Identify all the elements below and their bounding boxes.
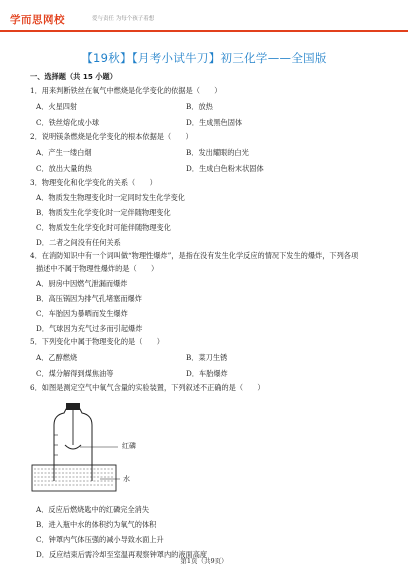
- question-stem: 4．在消防知识中有一个词叫做“物理性爆炸”，是指在没有发生化学反应的情况下发生的爆炸，下列各项: [30, 251, 359, 260]
- page-header: [0, 0, 408, 34]
- option: A．厨房中因燃气泄漏而爆炸: [36, 278, 128, 288]
- option: D．反应结束后需冷却至室温再观察钟罩内的液面高度: [36, 549, 208, 559]
- option-row: [30, 349, 390, 366]
- option: B．放热: [186, 101, 213, 111]
- option-row: [30, 115, 390, 132]
- option: A．物质发生物理变化时一定同时发生化学变化: [36, 192, 185, 202]
- option: B．进入瓶中水的体积约为氧气的体积: [36, 519, 157, 529]
- option: C．放出大量的热: [36, 164, 92, 174]
- brand-slogan: 爱与责任 为每个孩子着想: [92, 16, 155, 22]
- page-number: 第1页（共9页）: [180, 557, 228, 565]
- question-stem: 3．物理变化和化学变化的关系（ ）: [30, 178, 157, 187]
- option: D．气球因为充气过多而引起爆炸: [36, 323, 143, 333]
- apparatus-figure: [30, 395, 390, 502]
- option: B．物质发生化学变化时一定伴随物理变化: [36, 207, 171, 217]
- option: A．反应后燃烧匙中的红磷完全消失: [36, 504, 150, 514]
- option: A．火星四射: [36, 101, 78, 111]
- option: C．钟罩内气体压强的减小导致水面上升: [36, 534, 164, 544]
- option: A．产生一缕白烟: [36, 147, 92, 157]
- option-row: [30, 144, 390, 161]
- question-stem: 1．用来判断铁丝在氧气中燃烧是化学变化的依据是（ ）: [30, 86, 222, 95]
- option: D．车胎爆炸: [186, 369, 228, 379]
- brand-logo: 学而思网校: [10, 14, 65, 26]
- option: B．高压锅因为排气孔堵塞而爆炸: [36, 293, 142, 303]
- option: C．车胎因为暴晒而发生爆炸: [36, 308, 128, 318]
- option: D．生成白色粉末状固体: [186, 164, 264, 174]
- option: C．物质发生化学变化时可能伴随物理变化: [36, 222, 171, 232]
- option: B．菜刀生锈: [186, 352, 228, 362]
- option: B．发出耀眼的白光: [186, 147, 249, 157]
- question-stem: 2．说明镁条燃烧是化学变化的根本依据是（ ）: [30, 132, 193, 141]
- water-label: 水: [123, 475, 130, 483]
- question-stem: 5．下列变化中属于物理变化的是（ ）: [30, 337, 164, 346]
- option-row: [30, 161, 390, 178]
- header-divider: [0, 30, 408, 32]
- red-phosphorus-label: 红磷: [122, 442, 136, 450]
- document-title: 【19秋】【月考小试牛刀】初三化学——全国版: [81, 51, 327, 65]
- question-stem: 6．如图是测定空气中氧气含量的实验装置，下列叙述不正确的是（ ）: [30, 383, 265, 392]
- option-row: [30, 366, 390, 383]
- section-heading: 一、选择题（共 15 小题）: [30, 72, 117, 81]
- question-list: [30, 71, 390, 562]
- option: D．二者之间没有任何关系: [36, 237, 121, 247]
- option: A．乙醇燃烧: [36, 352, 78, 362]
- question-stem-continued: 描述中不属于物理性爆炸的是（ ）: [36, 264, 159, 273]
- option: D．生成黑色固体: [186, 118, 243, 128]
- option: C．铁丝熔化成小球: [36, 118, 100, 128]
- option-row: [30, 98, 390, 115]
- option: C．煤分解得到煤焦油等: [36, 369, 114, 379]
